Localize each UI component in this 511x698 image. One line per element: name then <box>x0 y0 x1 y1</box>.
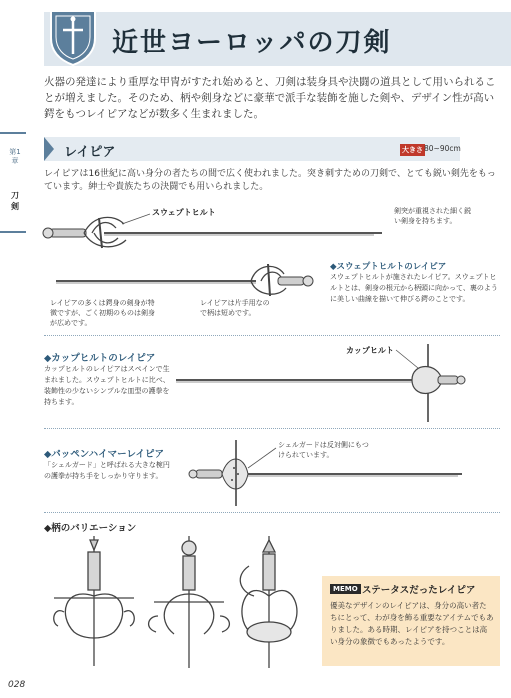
memo-text: 優美なデザインのレイピアは、身分の高い者たちにとって、わが身を飾る重要なアイテムでもありました。ある時期、レイピアを持つことは高い身分の象徴でもあったようです。 <box>330 601 494 646</box>
blade-note: 剣突が重視された細く鋭い剣身を持ちます。 <box>394 207 471 225</box>
pappenheimer-subtext: 「シェルガード」と呼ばれる大きな椀円の護拳が持ち手をしっかり守ります。 <box>44 461 170 480</box>
divider-1 <box>44 335 500 336</box>
cup-hilt-callout: カップヒルト <box>346 346 394 355</box>
variations-subheading: ◆柄のバリエーション <box>44 523 137 534</box>
section-chevron-icon <box>44 137 54 161</box>
section-title: レイピア <box>64 145 116 160</box>
divider-2 <box>44 428 500 429</box>
grip-note: レイピアは片手用なので柄は短めです。 <box>200 299 270 317</box>
memo-tag: MEMO <box>330 584 361 594</box>
divider-3 <box>44 512 500 513</box>
cup-subheading: ◆カップヒルトのレイピア <box>44 353 156 364</box>
intro-paragraph: 火器の発達により重厚な甲冑がすたれ始めると、刀剣は装身具や決闘の道具として用いられることが増えました。そのため、柄や剣身などに豪華で派手な装飾を施した剣や、デザイン性が高い鍔をもつレイピアなどが数多く生まれました。 <box>44 76 496 120</box>
rapier-description: レイピアは16世紀に高い身分の者たちの間で広く使われました。突き刺すための刀剣で、とても鋭い剣先をもっています。紳士や貴族たちの決闘でも用いられました。 <box>44 169 496 192</box>
swept-subtext: スウェプトヒルトが施されたレイピア。スウェプトヒルトとは、剣身の根元から柄頭に向かって、裏のように美しい曲線を描いて伸びる鍔のことです。 <box>330 273 498 303</box>
cup-subtext: カップヒルトのレイピアはスペインで生まれました。スウェプトヒルトに比べ、装飾性の少ないシンプルな皿型の護拳を持ちます。 <box>44 365 170 406</box>
chapter-label: 第1章 <box>9 148 21 165</box>
cup-hilt-rapier-illustration <box>176 340 466 426</box>
size-value: 80~90cm <box>424 144 461 153</box>
callout-line <box>120 212 160 226</box>
shell-note: シェルガードは反対側にもつけられています。 <box>278 441 369 459</box>
page-number: 028 <box>8 680 26 690</box>
sidebar-rule-top <box>0 132 26 134</box>
memo-title: ステータスだったレイピア <box>362 585 476 596</box>
pappenheimer-subheading: ◆パッペンハイマーレイピア <box>44 449 164 460</box>
swept-hilt-rapier-illustration <box>44 212 384 252</box>
hilt-variations-illustration <box>44 536 314 674</box>
swept-hilt-rapier-side-illustration <box>56 262 316 298</box>
shield-sword-icon <box>48 8 98 66</box>
size-badge: 大きさ <box>402 146 423 154</box>
page-title: 近世ヨーロッパの刀剣 <box>112 28 392 58</box>
swept-hilt-callout: スウェプトヒルト <box>152 208 216 217</box>
swept-subheading: ◆スウェプトヒルトのレイピア <box>330 262 447 272</box>
pappenheimer-rapier-illustration <box>188 438 464 508</box>
sidebar-rule-bottom <box>0 231 26 233</box>
chapter-topic: 刀剣 <box>11 191 19 211</box>
left-note: レイピアの多くは鍔身の剣身が特徴ですが、ごく初期のものは剣身が広めです。 <box>50 299 155 327</box>
